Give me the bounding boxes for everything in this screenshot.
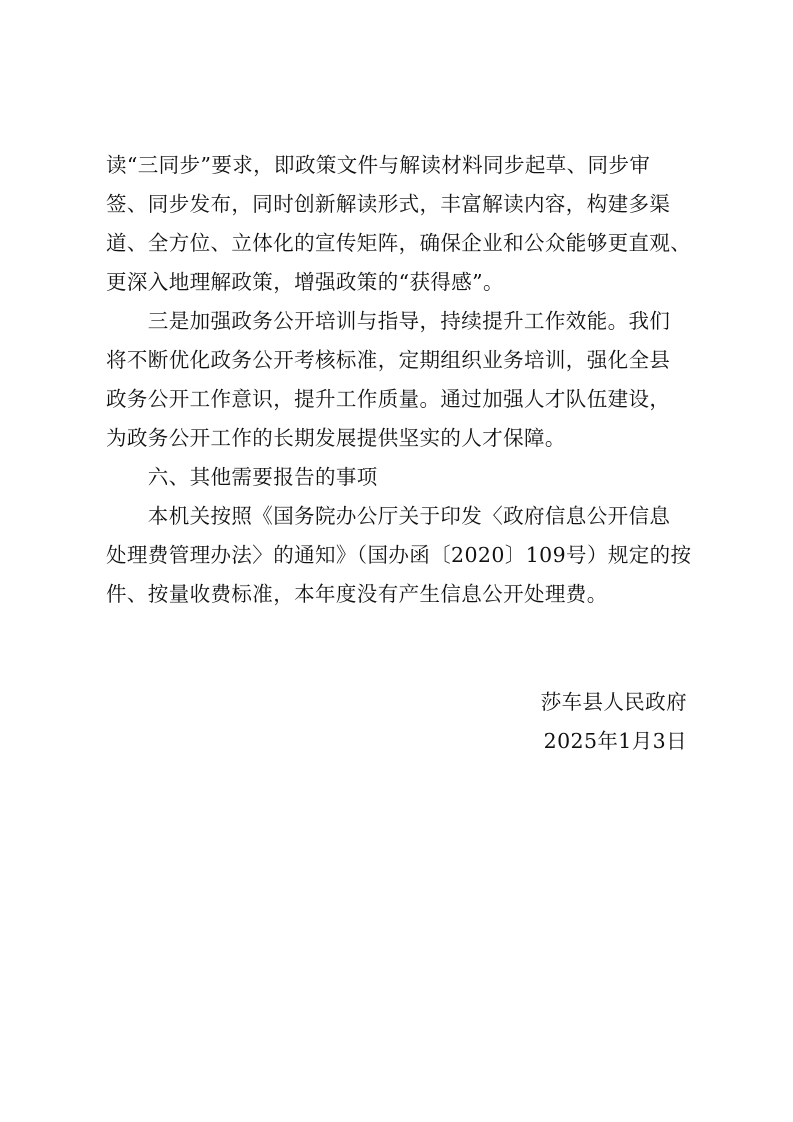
section-heading-other-matters: 六、其他需要报告的事项 (106, 465, 378, 489)
body-line-5: 三是加强政务公开培训与指导，持续提升工作效能。我们 (106, 309, 671, 333)
body-line-2: 签、同步发布，同时创新解读形式，丰富解读内容，构建多渠 (106, 192, 671, 216)
body-line-12: 件、按量收费标准，本年度没有产生信息公开处理费。 (106, 582, 608, 606)
body-line-10: 本机关按照《国务院办公厅关于印发〈政府信息公开信息 (106, 504, 671, 528)
body-line-1: 读“三同步”要求，即政策文件与解读材料同步起草、同步审 (106, 153, 651, 177)
body-line-6: 将不断优化政务公开考核标准，定期组织业务培训，强化全县 (106, 348, 671, 372)
signature-date: 2025年1月3日 (543, 729, 687, 753)
signature-organization: 莎车县人民政府 (540, 690, 687, 714)
body-line-11: 处理费管理办法〉的通知》（国办函〔2020〕109号）规定的按 (106, 543, 692, 567)
signature-block (541, 683, 687, 761)
body-line-3: 道、全方位、立体化的宣传矩阵，确保企业和公众能够更直观、 (106, 231, 692, 255)
body-line-4: 更深入地理解政策，增强政策的“获得感”。 (106, 270, 504, 294)
body-line-8: 为政务公开工作的长期发展提供坚实的人才保障。 (106, 426, 566, 450)
document-body (106, 146, 692, 614)
body-line-7: 政务公开工作意识，提升工作质量。通过加强人才队伍建设， (106, 387, 671, 411)
